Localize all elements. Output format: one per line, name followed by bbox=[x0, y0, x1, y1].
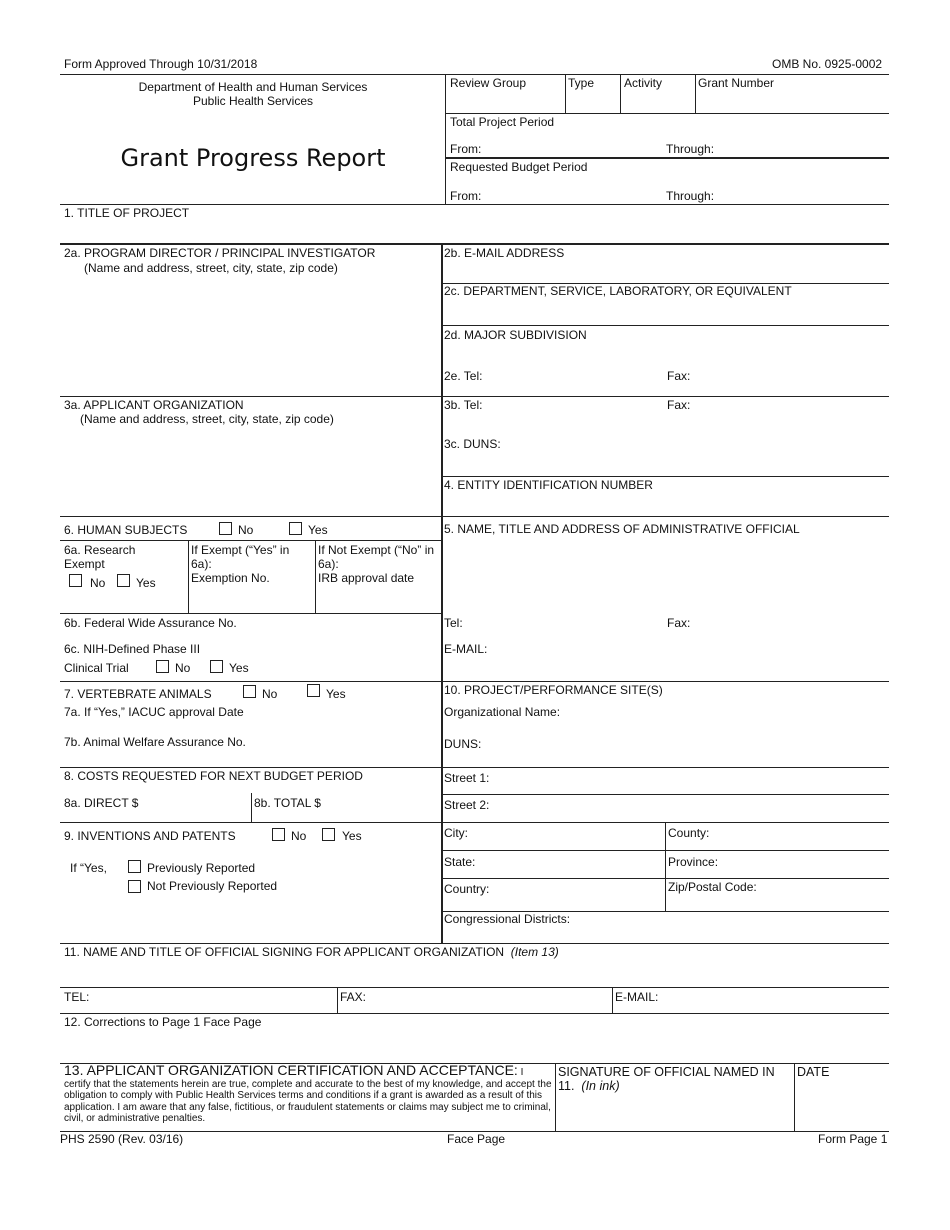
total-costs-label: 8b. TOTAL $ bbox=[254, 796, 321, 810]
department-label: 2c. DEPARTMENT, SERVICE, LABORATORY, OR EQUIVALENT bbox=[444, 284, 792, 298]
duns-label: 3c. DUNS: bbox=[444, 437, 501, 451]
inventions-yes-checkbox[interactable] bbox=[322, 828, 335, 841]
item-13-note: (Item 13) bbox=[510, 945, 559, 959]
certification-heading: 13. APPLICANT ORGANIZATION CERTIFICATION AND ACCEPTANCE: bbox=[64, 1062, 518, 1078]
email-address-label: 2b. E-MAIL ADDRESS bbox=[444, 246, 565, 260]
inventions-patents-label: 9. INVENTIONS AND PATENTS bbox=[64, 829, 236, 843]
pi-fax-label: Fax: bbox=[667, 369, 691, 383]
org-fax-label: Fax: bbox=[667, 398, 691, 412]
form-approved-date: Form Approved Through 10/31/2018 bbox=[64, 57, 258, 71]
congressional-districts-label: Congressional Districts: bbox=[444, 912, 571, 926]
vertebrate-animals-yes-checkbox[interactable] bbox=[307, 684, 320, 697]
title-of-project-label: 1. TITLE OF PROJECT bbox=[64, 206, 190, 220]
street-1-label: Street 1: bbox=[444, 771, 490, 785]
county-label: County: bbox=[668, 826, 710, 840]
entity-id-label: 4. ENTITY IDENTIFICATION NUMBER bbox=[444, 478, 653, 492]
admin-fax-label: Fax: bbox=[667, 616, 691, 630]
site-duns-label: DUNS: bbox=[444, 737, 482, 751]
clinical-trial-no-checkbox[interactable] bbox=[156, 660, 169, 673]
grant-number-label: Grant Number bbox=[698, 76, 775, 90]
zip-code-label: Zip/Postal Code: bbox=[668, 880, 757, 894]
research-exempt-yes-label: Yes bbox=[136, 576, 156, 590]
form-page-number: Form Page 1 bbox=[818, 1132, 888, 1146]
budget-from-label: From: bbox=[450, 189, 482, 203]
project-through-label: Through: bbox=[666, 142, 715, 156]
type-label: Type bbox=[568, 76, 595, 90]
administrative-official-label: 5. NAME, TITLE AND ADDRESS OF ADMINISTRATIVE OFFICIAL bbox=[444, 522, 800, 536]
inventions-no-checkbox[interactable] bbox=[272, 828, 285, 841]
if-yes-label: If “Yes, bbox=[70, 861, 107, 875]
project-site-label: 10. PROJECT/PERFORMANCE SITE(S) bbox=[444, 683, 663, 697]
project-from-label: From: bbox=[450, 142, 482, 156]
not-previously-reported-checkbox[interactable] bbox=[128, 880, 141, 893]
total-project-period-label: Total Project Period bbox=[450, 115, 555, 129]
vertebrate-animals-no-checkbox[interactable] bbox=[243, 685, 256, 698]
human-subjects-label: 6. HUMAN SUBJECTS bbox=[64, 523, 188, 537]
animal-welfare-label: 7b. Animal Welfare Assurance No. bbox=[64, 735, 246, 749]
department-name: Department of Health and Human Services Public Health Services bbox=[138, 80, 368, 108]
inventions-yes-label: Yes bbox=[342, 829, 362, 843]
certification-body: I certify that the statements herein are true, complete and accurate to the best of my knowledge, and accept the obligation to comply with Public Health Services terms and conditions if a grant is awarded as a result of this application. I am aware that any false, fictitious, or fraudulent statements or claims may subject me to criminal, civil, or administrative penalties. bbox=[64, 1067, 552, 1124]
vertebrate-animals-label: 7. VERTEBRATE ANIMALS bbox=[64, 687, 212, 701]
signing-official-label: 11. NAME AND TITLE OF OFFICIAL SIGNING FOR APPLICANT ORGANIZATION (Item 13) bbox=[64, 945, 559, 959]
face-page-label: Face Page bbox=[447, 1132, 506, 1146]
date-label: DATE bbox=[797, 1065, 830, 1079]
research-exempt-no-checkbox[interactable] bbox=[69, 574, 82, 587]
clinical-trial-yes-label: Yes bbox=[229, 661, 249, 675]
omb-number: OMB No. 0925-0002 bbox=[772, 57, 883, 71]
vertebrate-animals-no-label: No bbox=[262, 687, 278, 701]
program-director-label: 2a. PROGRAM DIRECTOR / PRINCIPAL INVESTIGATOR bbox=[64, 246, 376, 260]
budget-through-label: Through: bbox=[666, 189, 715, 203]
page-title: Grant Progress Report bbox=[120, 144, 386, 172]
requested-budget-period-label: Requested Budget Period bbox=[450, 160, 588, 174]
form-id: PHS 2590 (Rev. 03/16) bbox=[60, 1132, 184, 1146]
signing-tel-label: TEL: bbox=[64, 990, 90, 1004]
not-previously-reported-label: Not Previously Reported bbox=[147, 879, 278, 893]
human-subjects-yes-label: Yes bbox=[308, 523, 328, 537]
clinical-trial-label-1: 6c. NIH-Defined Phase III bbox=[64, 642, 201, 656]
admin-email-label: E-MAIL: bbox=[444, 642, 488, 656]
research-exempt-label: 6a. Research Exempt bbox=[64, 543, 136, 571]
exemption-no-label: Exemption No. bbox=[191, 571, 270, 585]
corrections-label: 12. Corrections to Page 1 Face Page bbox=[64, 1015, 262, 1029]
street-2-label: Street 2: bbox=[444, 798, 490, 812]
clinical-trial-label-2: Clinical Trial bbox=[64, 661, 129, 675]
admin-tel-label: Tel: bbox=[444, 616, 463, 630]
if-not-exempt-label: If Not Exempt (“No” in 6a): bbox=[318, 543, 435, 571]
country-label: Country: bbox=[444, 882, 490, 896]
human-subjects-no-label: No bbox=[238, 523, 254, 537]
iacuc-approval-label: 7a. If “Yes,” IACUC approval Date bbox=[64, 705, 244, 719]
clinical-trial-yes-checkbox[interactable] bbox=[210, 660, 223, 673]
major-subdivision-label: 2d. MAJOR SUBDIVISION bbox=[444, 328, 587, 342]
applicant-organization-label: 3a. APPLICANT ORGANIZATION bbox=[64, 398, 244, 412]
activity-label: Activity bbox=[624, 76, 663, 90]
org-tel-label: 3b. Tel: bbox=[444, 398, 483, 412]
irb-approval-date-label: IRB approval date bbox=[318, 571, 415, 585]
human-subjects-yes-checkbox[interactable] bbox=[289, 522, 302, 535]
costs-requested-label: 8. COSTS REQUESTED FOR NEXT BUDGET PERIOD bbox=[64, 769, 363, 783]
organizational-name-label: Organizational Name: bbox=[444, 705, 561, 719]
research-exempt-no-label: No bbox=[90, 576, 106, 590]
direct-costs-label: 8a. DIRECT $ bbox=[64, 796, 139, 810]
vertebrate-animals-yes-label: Yes bbox=[326, 687, 346, 701]
clinical-trial-no-label: No bbox=[175, 661, 191, 675]
federal-wide-assurance-label: 6b. Federal Wide Assurance No. bbox=[64, 616, 237, 630]
state-label: State: bbox=[444, 855, 476, 869]
signature-label: SIGNATURE OF OFFICIAL NAMED IN 11. (In ink) bbox=[558, 1065, 775, 1093]
signing-email-label: E-MAIL: bbox=[615, 990, 659, 1004]
pi-tel-label: 2e. Tel: bbox=[444, 369, 483, 383]
review-group-label: Review Group bbox=[450, 76, 527, 90]
research-exempt-yes-checkbox[interactable] bbox=[117, 574, 130, 587]
inventions-no-label: No bbox=[291, 829, 307, 843]
signing-fax-label: FAX: bbox=[340, 990, 367, 1004]
province-label: Province: bbox=[668, 855, 719, 869]
human-subjects-no-checkbox[interactable] bbox=[219, 522, 232, 535]
previously-reported-checkbox[interactable] bbox=[128, 860, 141, 873]
in-ink-note: (In ink) bbox=[581, 1079, 620, 1093]
program-director-sublabel: (Name and address, street, city, state, zip code) bbox=[84, 261, 338, 275]
certification-text bbox=[64, 1062, 552, 1125]
city-label: City: bbox=[444, 826, 468, 840]
previously-reported-label: Previously Reported bbox=[147, 861, 256, 875]
if-exempt-label: If Exempt (“Yes” in 6a): bbox=[191, 543, 290, 571]
applicant-organization-sublabel: (Name and address, street, city, state, zip code) bbox=[80, 412, 334, 426]
